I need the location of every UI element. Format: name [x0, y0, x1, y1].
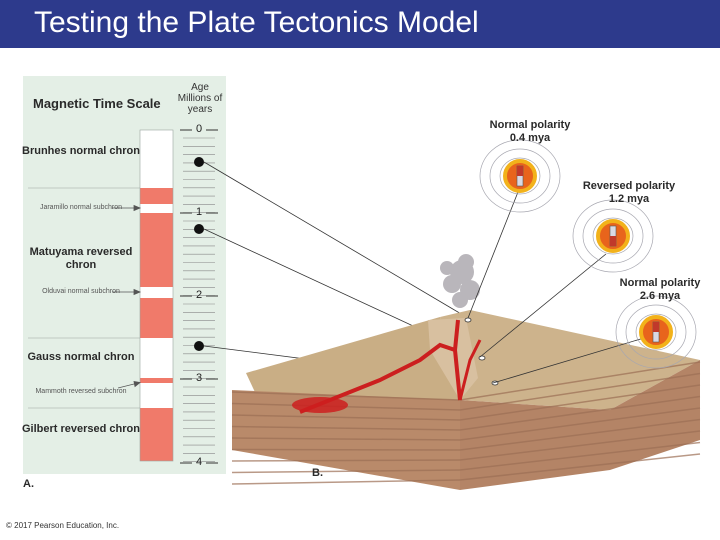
matuyama-band-top [140, 188, 173, 204]
matuyama-band-bottom [140, 298, 173, 338]
subchron-mammoth: Mammoth reversed subchron [35, 388, 127, 395]
sample-polarity-label-2: Normal polarity 2.6 mya [619, 277, 701, 302]
chron-gilbert: Gilbert reversed chron [22, 423, 140, 435]
matuyama-band-mid [140, 213, 173, 287]
chron-brunhes: Brunhes normal chron [22, 145, 140, 157]
sample-dot-1-2 [194, 224, 204, 234]
strata-line [232, 450, 460, 451]
chron-dividers [28, 188, 140, 408]
magma-chamber [292, 397, 348, 413]
polarity-globe-0 [480, 140, 560, 212]
slide-title: Testing the Plate Tectonics Model [34, 6, 479, 39]
tick-label-4: 4 [195, 456, 203, 468]
tick-label-3: 3 [195, 372, 203, 384]
sample-polarity-label-1: Reversed polarity 1.2 mya [582, 180, 676, 205]
tick-label-2: 2 [195, 289, 203, 301]
mammoth-band [140, 378, 173, 383]
tick-label-0: 0 [195, 123, 203, 135]
chron-gauss: Gauss normal chron [27, 351, 135, 363]
panel-label-a: A. [23, 478, 34, 490]
strata-line [232, 460, 460, 461]
subchron-jaramillo: Jaramillo normal subchron [39, 204, 123, 211]
eruption-plume [440, 254, 480, 308]
time-scale-title: Magnetic Time Scale [33, 96, 161, 111]
rift-block-diagram [232, 310, 700, 490]
subchron-olduvai: Olduvai normal subchron [42, 288, 120, 295]
sample-dot-2-6 [194, 341, 204, 351]
sample-dot-0-4 [194, 157, 204, 167]
age-axis-header: Age Millions of years [177, 82, 223, 115]
panel-label-b: B. [312, 467, 323, 479]
sample-polarity-label-0: Normal polarity 0.4 mya [489, 119, 571, 144]
polarity-globe-1 [573, 200, 653, 272]
chron-matuyama: Matuyama reversed chron [29, 246, 133, 271]
tick-label-1: 1 [195, 206, 203, 218]
copyright-notice: © 2017 Pearson Education, Inc. [6, 521, 120, 530]
gilbert-band [140, 408, 173, 461]
polarity-column [140, 130, 173, 461]
